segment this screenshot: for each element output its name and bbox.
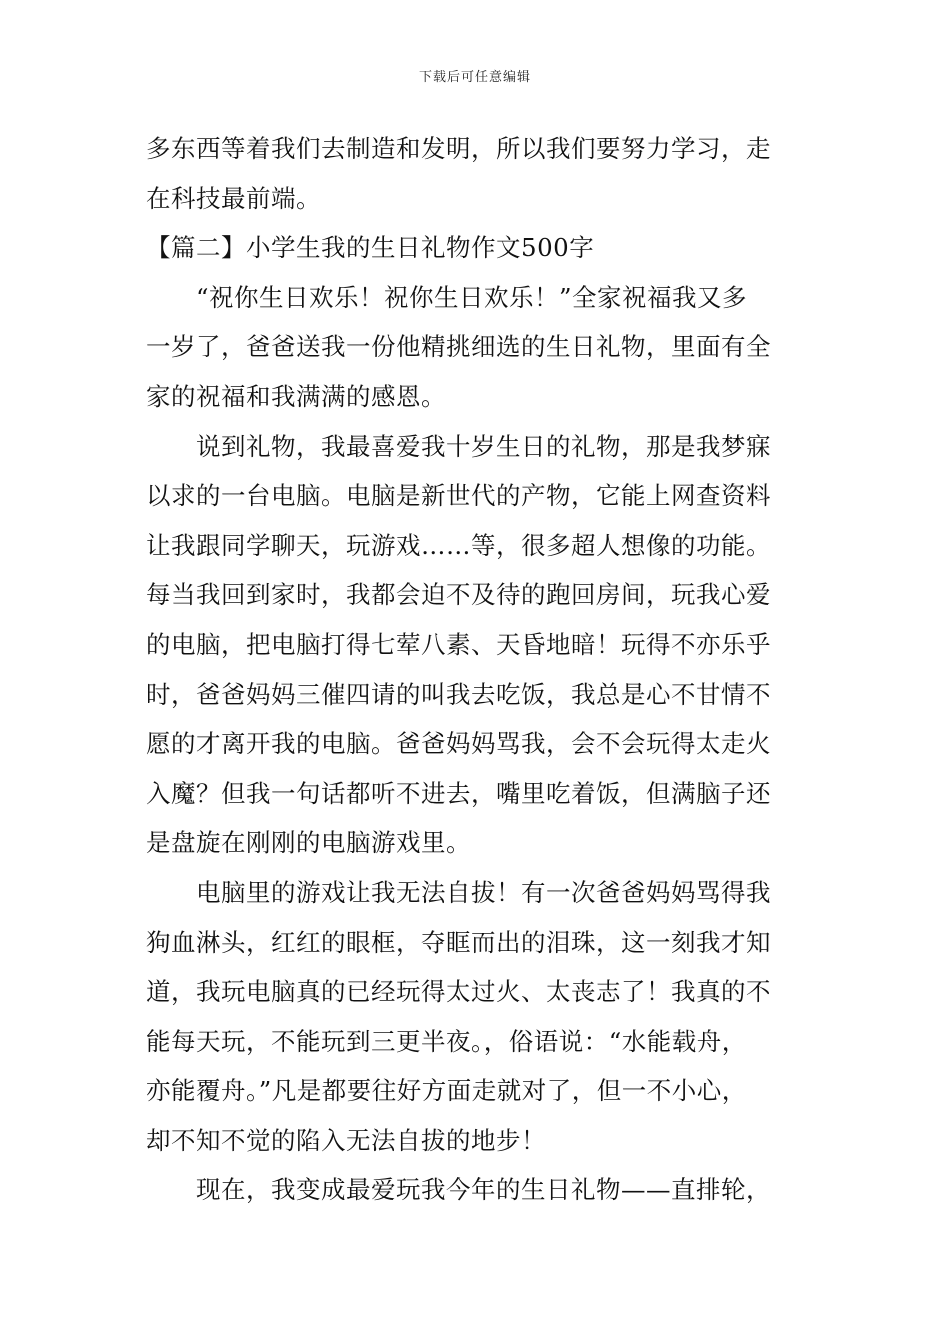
text-line: 入魔？但我一句话都听不进去，嘴里吃着饭，但满脑子还 [146, 778, 771, 808]
text-line: 亦能覆舟。”凡是都要往好方面走就对了，但一不小心， [146, 1076, 747, 1106]
text-line: 是盘旋在刚刚的电脑游戏里。 [146, 828, 471, 858]
text-line: 让我跟同学聊天，玩游戏……等，很多超人想像的功能。 [146, 530, 771, 560]
section-heading: 【篇二】小学生我的生日礼物作文500字 [146, 233, 595, 263]
text-line: 时，爸爸妈妈三催四请的叫我去吃饭，我总是心不甘情不 [146, 679, 771, 709]
text-line: 狗血淋头，红红的眼框，夺眶而出的泪珠，这一刻我才知 [146, 927, 771, 957]
text-line: 电脑里的游戏让我无法自拔！有一次爸爸妈妈骂得我 [196, 877, 771, 907]
text-line: 多东西等着我们去制造和发明，所以我们要努力学习，走 [146, 134, 771, 163]
text-line: 的电脑，把电脑打得七荤八素、天昏地暗！玩得不亦乐乎 [146, 629, 771, 659]
text-line: 愿的才离开我的电脑。爸爸妈妈骂我，会不会玩得太走火 [146, 729, 771, 759]
text-line: 道，我玩电脑真的已经玩得太过火、太丧志了！我真的不 [146, 977, 771, 1007]
text-line: 却不知不觉的陷入无法自拔的地步！ [146, 1125, 546, 1155]
text-line: 一岁了，爸爸送我一份他精挑细选的生日礼物，里面有全 [146, 332, 771, 362]
text-line: 以求的一台电脑。电脑是新世代的产物，它能上网查资料 [146, 481, 771, 511]
text-line: 每当我回到家时，我都会迫不及待的跑回房间，玩我心爱 [146, 580, 771, 610]
text-line: 现在，我变成最爱玩我今年的生日礼物——直排轮， [196, 1175, 771, 1205]
text-line: 在科技最前端。 [146, 183, 321, 213]
text-line: 家的祝福和我满满的感恩。 [146, 381, 446, 411]
text-line: “祝你生日欢乐！祝你生日欢乐！”全家祝福我又多 [196, 282, 748, 312]
text-line: 说到礼物，我最喜爱我十岁生日的礼物，那是我梦寐 [196, 431, 771, 461]
page-header: 下载后可任意编辑 [418, 70, 531, 85]
document-body [146, 124, 816, 1215]
text-line: 能每天玩，不能玩到三更半夜。，俗语说：“水能载舟， [146, 1026, 747, 1056]
